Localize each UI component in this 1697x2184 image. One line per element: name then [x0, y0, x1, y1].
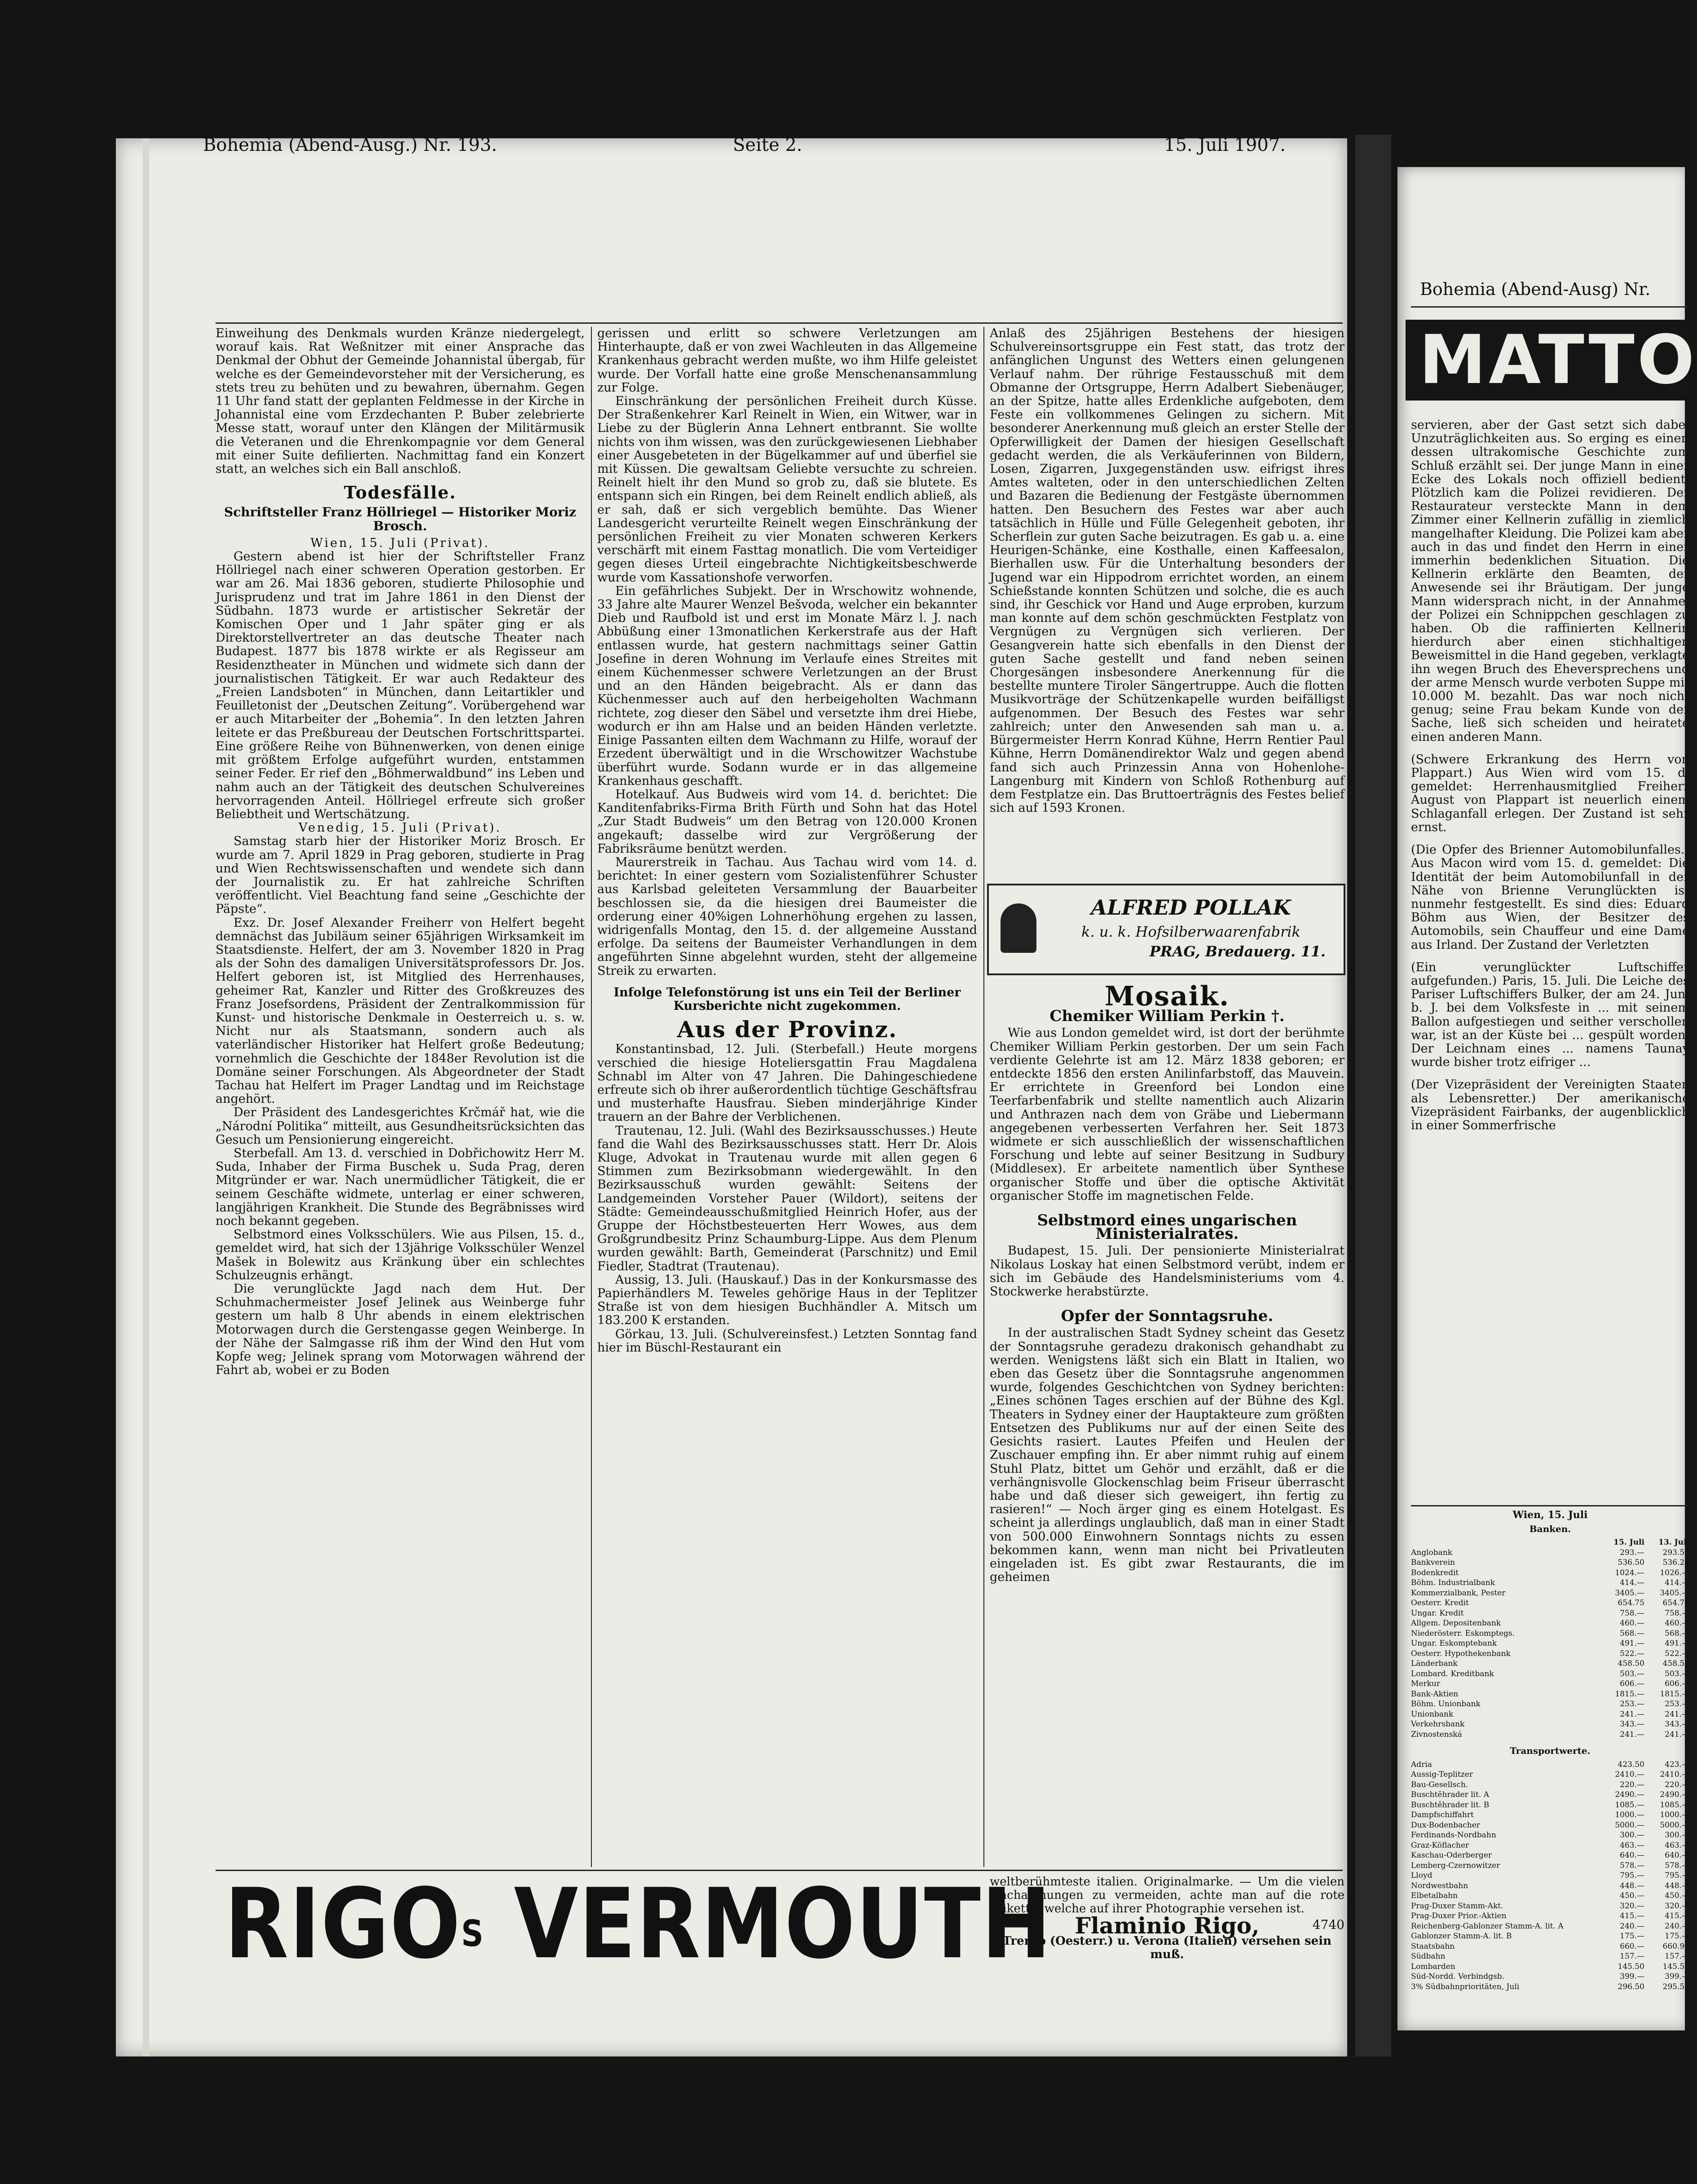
quote-value: 606.—	[1620, 1679, 1644, 1688]
security-name: Lemberg-Czernowitzer	[1411, 1861, 1500, 1870]
rigo-ad-body: weltberühmteste italien. Originalmarke. — Um die vielen Nachahmungen zu vermeiden, achte man auf die rote Etikette, welche auf ihrer Photographie versehen ist.	[990, 1875, 1344, 1915]
table-row	[1411, 1719, 1689, 1730]
pollak-address: PRAG, Bredauerg. 11.	[1149, 943, 1326, 960]
quote-value: 415.—	[1665, 1911, 1689, 1920]
security-name: Ferdinands-Nordbahn	[1411, 1831, 1496, 1840]
table-row	[1411, 1871, 1689, 1881]
quote-value: 640.—	[1665, 1851, 1689, 1860]
quote-value: 640.—	[1620, 1851, 1644, 1860]
security-name: Lombarden	[1411, 1962, 1455, 1971]
quote-value: 5000.—	[1660, 1820, 1689, 1830]
table-row	[1411, 1578, 1689, 1588]
article-kuesse: Einschränkung der persönlichen Freiheit durch Küsse. Der Straßenkehrer Karl Reinelt in Wien, ein Witwer, war in Liebe zu der Büglerin Anna Lehnert entbrannt. Sie wollte nichts von ihm wissen, was den zurückgewiesenen Liebhaber einer Ausgebeteten in der Bügelkammer auf und überfiel sie mit Küssen. Die gewaltsam Geliebte versuchte zu schreien. Reinelt hielt ihr den Mund so grob zu, daß sie blutete. Es entspann sich ein Ringen, bei dem Reinelt endlich abließ, als er sah, daß er sich vergeblich bemühte. Das Wiener Landesgericht verurteilte Reinelt wegen Einschränkung der persönlichen Freiheit zu vier Monaten schweren Kerkers verschärft mit einem Fasttag monatlich. Die vom Verteidiger gegen dieses Urteil eingebrachte Nichtigkeitsbeschwerde wurde vom Kassationshofe verworfen.	[597, 394, 977, 585]
advertisement-pollak	[987, 884, 1345, 975]
security-name: Buschtěhrader lit. A	[1411, 1790, 1490, 1799]
security-name: Unionbank	[1411, 1709, 1454, 1719]
table-row	[1411, 1901, 1689, 1911]
security-name: Dampfschiffahrt	[1411, 1810, 1474, 1819]
quote-value: 240.—	[1620, 1921, 1644, 1931]
quote-value: 578.—	[1620, 1861, 1644, 1870]
security-name: Lloyd	[1411, 1871, 1433, 1880]
security-name: Ungar. Eskomptebank	[1411, 1639, 1497, 1648]
column-rule-2	[983, 327, 984, 1867]
quote-value: 240.—	[1665, 1921, 1689, 1931]
security-name: 3% Südbahnprioritäten, Juli	[1411, 1982, 1520, 1991]
table-row	[1411, 1730, 1689, 1740]
rigo-ad-number: 4740	[1312, 1917, 1344, 1932]
quote-value: 3405.—	[1615, 1588, 1644, 1598]
obituary-subheading: Schriftsteller Franz Höllriegel — Historiker Moriz Brosch.	[224, 505, 577, 533]
article-hotelkauf: Hotelkauf. Aus Budweis wird vom 14. d. berichtet: Die Kanditenfabriks-Firma Brith Fürth und Sohn hat das Hotel „Zur Stadt Budweis“ um den Betrag von 120.000 Kronen angekauft; dasselbe wird zur Vergrößerung der Fabriksräume benützt werden.	[597, 787, 977, 856]
table-row	[1411, 1942, 1689, 1952]
quote-value: 300.—	[1665, 1831, 1689, 1840]
table-row	[1411, 1982, 1689, 1992]
table-row	[1411, 1618, 1689, 1629]
table-row	[1411, 1608, 1689, 1619]
quote-value: 448.—	[1620, 1881, 1644, 1890]
quote-value: 503.—	[1665, 1669, 1689, 1678]
quote-value: 157.—	[1620, 1952, 1644, 1961]
table-row	[1411, 1891, 1689, 1901]
security-name: Oesterr. Hypothekenbank	[1411, 1649, 1511, 1658]
table-row	[1411, 1629, 1689, 1639]
table-row	[1411, 1780, 1689, 1790]
table-row	[1411, 1709, 1689, 1720]
column-3-bottom	[990, 979, 1344, 1867]
quote-value: 145.50	[1618, 1962, 1644, 1971]
header-right: 15. Juli 1907.	[1164, 135, 1286, 155]
header-center: Seite 2.	[733, 135, 802, 155]
article-volksschueler: Selbstmord eines Volksschülers. Wie aus Pilsen, 15. d., gemeldet wird, hat sich der 13jährige Volksschüler Wenzel Mašek in Bolewitz aus Kränkung über ein schlechtes Schulzeugnis erhängt.	[216, 1228, 585, 1282]
table-row	[1411, 1911, 1689, 1921]
quote-value: 660.90	[1662, 1942, 1689, 1951]
vermouth-word: VERMOUTH	[484, 1867, 1052, 1980]
security-name: Prag-Duxer Prior.-Aktien	[1411, 1911, 1507, 1920]
quote-value: 2490.—	[1615, 1790, 1644, 1799]
quote-value: 300.—	[1620, 1831, 1644, 1840]
security-name: Bankverein	[1411, 1558, 1455, 1567]
table-row	[1411, 1548, 1689, 1558]
quote-value: 458.50	[1618, 1659, 1644, 1668]
article-helfert: Exz. Dr. Josef Alexander Freiherr von Helfert begeht demnächst das Jubiläum seiner 65jährigen Wirksamkeit im Staatsdienste. Helfert, der am 3. November 1820 in Prag als der Sohn des damaligen Universitätsprofessors Dr. Jos. Helfert geboren ist, ist Mitglied des Herrenhauses, geheimer Rat, Kanzler und Ritter des Großkreuzes des Franz Josefsordens, Präsident der Zentralkommission für Kunst- und historische Denkmale in Oesterreich u. s. w. Nicht nur als Staatsmann, sondern auch als vaterländischer Historiker hat Helfert große Bedeutung; vornehmlich die Geschichte der 1848er Revolution ist die Domäne seiner Forschungen. Als Abgeordneter der Stadt Tachau hat Helfert im Prager Landtag und im Reichstage angehört.	[216, 916, 585, 1106]
security-name: Kommerzialbank, Pester	[1411, 1588, 1506, 1598]
article-maurerstreik: Maurerstreik in Tachau. Aus Tachau wird vom 14. d. berichtet: In einer gestern vom Sozialistenführer Schuster aus Karlsbad geleiteten Versammlung der Bauarbeiter beschlossen sie, da die hiesigen drei Baumeister die orderung einer 40%igen Lohnerhöhung ergehen zu lassen, widrigenfalls Montag, den 15. d. der allgemeine Ausstand erfolge. Da seitens der Baumeister Verhandlungen in dem angeführten Sinne abgelehnt wurden, steht der allgemeine Streik zu erwarten.	[597, 855, 977, 978]
quote-value: 795.—	[1665, 1871, 1689, 1880]
security-name: Ungar. Kredit	[1411, 1608, 1464, 1618]
quote-value: 491.—	[1665, 1639, 1689, 1648]
quote-value: 423.—	[1665, 1760, 1689, 1769]
quote-value: 343.—	[1620, 1720, 1644, 1729]
security-name: Böhm. Industrialbank	[1411, 1578, 1495, 1587]
security-name: Böhm. Unionbank	[1411, 1700, 1481, 1708]
page-header	[86, 135, 1286, 166]
security-name: Adria	[1411, 1760, 1432, 1769]
table-row	[1411, 1830, 1689, 1841]
table-row	[1411, 1598, 1689, 1608]
article-perkin: Wie aus London gemeldet wird, ist dort der berühmte Chemiker William Perkin gestorben. Der um sein Fach verdiente Gelehrte ist am 12. März 1838 geboren; er entdeckte 1856 den ersten Anilinfarbstoff, das Mauvein. Er errichtete in Greenford bei London eine Teerfarbenfabrik und stellte namentlich auch Alizarin und Anthrazen nach dem von Gräbe und Liebermann angegebenen verbesserten Verfahren her. Seit 1873 widmete er sich ausschließlich der wissenschaftlichen Forschung und lebte auf seiner Besitzung in Sudbury (Middlesex). Er arbeitete namentlich über Synthese organischer Stoffe und über die optische Aktivität organischer Stoffe im magnetischen Felde.	[990, 1026, 1344, 1203]
table-row	[1411, 1568, 1689, 1578]
quote-value: 448.—	[1665, 1881, 1689, 1890]
security-name: Dux-Bodenbacher	[1411, 1820, 1480, 1830]
quote-value: 296.50	[1618, 1982, 1644, 1991]
quote-value: 415.—	[1620, 1911, 1644, 1920]
security-name: Aussig-Teplitzer	[1411, 1770, 1473, 1779]
quote-value: 414.—	[1620, 1578, 1644, 1587]
quote-value: 241.—	[1620, 1709, 1644, 1719]
quote-value: 414.—	[1665, 1578, 1689, 1587]
article-jagd-hut: Die verunglückte Jagd nach dem Hut. Der Schuhmachermeister Josef Jelinek aus Weinberge fuhr gestern um halb 8 Uhr abends in einem elektrischen Motorwagen durch die Gerstengasse gegen Weinberge. In der Nähe der Salmgasse riß ihm der Wind den Hut vom Kopfe weg; Jelinek sprang vom Motorwagen während der Fahrt ab, wobei er zu Boden	[216, 1282, 585, 1378]
table-row	[1411, 1558, 1689, 1568]
quote-value: 320.—	[1620, 1901, 1644, 1911]
dateline-wien: Wien, 15. Juli (Privat).	[310, 536, 490, 550]
security-name: Kaschau-Oderberger	[1411, 1851, 1492, 1860]
quote-value: 460.—	[1665, 1619, 1689, 1628]
article-subjekt: Ein gefährliches Subjekt. Der in Wrschowitz wohnende, 33 Jahre alte Maurer Wenzel Bešvoda, welcher ein bekannter Dieb und Raufbold ist und erst im Monate März l. J. nach Abbüßung einer 13monatlichen Kerkerstrafe aus der Haft entlassen wurde, hat gestern nachmittags seiner Gattin Josefine in deren Wohnung im Verlaufe eines Streites mit einem Küchenmesser schwere Verletzungen an der Brust und an den Händen beigebracht. Als er dann das Küchenmesser auch auf den herbeigeholten Wachmann richtete, zog dieser den Säbel und versetzte ihm drei Hiebe, wodurch er ihn am Halse und an beiden Händen verletzte. Einige Passanten eilten dem Wachmann zu Hilfe, worauf der Erzedent überwältigt und in die Wrschowitzer Wachstube überführt wurde. Sodann wurde er in das allgemeine Krankenhaus geschafft.	[597, 584, 977, 788]
quote-value: 660.—	[1620, 1942, 1644, 1951]
table-row	[1411, 1800, 1689, 1810]
stock-table-title: Wien, 15. Juli	[1512, 1509, 1588, 1521]
quote-value: 1026.—	[1660, 1568, 1689, 1577]
quote-value: 1815.—	[1615, 1689, 1644, 1699]
table-row	[1411, 1770, 1689, 1780]
table-row	[1411, 1951, 1689, 1962]
security-name: Staatsbahn	[1411, 1942, 1455, 1951]
facing-article-2: (Schwere Erkrankung des Herrn von Plappart.) Aus Wien wird vom 15. d. gemeldet: Herrenhausmitglied Freiherr August von Plappart ist neuerlich einem Schlaganfall erlegen. Der Zustand ist sehr ernst.	[1411, 752, 1689, 834]
table-row	[1411, 1820, 1689, 1831]
article-aussig: Aussig, 13. Juli. (Hauskauf.) Das in der Konkursmasse des Papierhändlers M. Teweles gehörige Haus in der Teplitzer Straße ist von dem hiesigen Buchhändler A. Mitsch um 183.200 K erstanden.	[597, 1273, 977, 1328]
table-row	[1411, 1790, 1689, 1800]
security-name: Reichenberg-Gablonzer Stamm-A. lit. A	[1411, 1921, 1564, 1931]
security-name: Bau-Gesellsch.	[1411, 1780, 1468, 1789]
security-name: Oesterr. Kredit	[1411, 1598, 1469, 1607]
table-row	[1411, 1659, 1689, 1669]
facing-article-5: (Der Vizepräsident der Vereinigten Staaten als Lebensretter.) Der amerikanische Vizepräsident Fairbanks, der augenblicklich in einer Sommerfrische	[1411, 1078, 1689, 1132]
quote-value: 343.—	[1665, 1720, 1689, 1729]
section-heading-mosaik: Mosaik.	[1104, 981, 1230, 1012]
facing-page-header: Bohemia (Abend-Ausg) Nr.	[1420, 279, 1651, 299]
pollak-name: ALFRED POLLAK	[1091, 895, 1291, 920]
table-row	[1411, 1861, 1689, 1871]
column-2	[597, 327, 977, 1867]
article-continued: gerissen und erlitt so schwere Verletzungen am Hinterhaupte, daß er von zwei Wachleuten in das Allgemeine Krankenhaus gebracht werden mußte, wo ihm Hilfe geleistet wurde. Der Vorfall hatte eine große Menschenansammlung zur Folge.	[597, 326, 977, 395]
col-header-13: 13. Juli	[1658, 1538, 1689, 1547]
rigo-sup: S	[461, 1913, 485, 1955]
transport-rows	[1411, 1760, 1689, 1992]
quote-value: 578.—	[1665, 1861, 1689, 1870]
rigo-address: Trento (Oesterr.) u. Verona (Italien) versehen sein muß.	[1002, 1934, 1332, 1961]
table-row	[1411, 1588, 1689, 1598]
table-row	[1411, 1962, 1689, 1972]
section-heading-todesfaelle: Todesfälle.	[344, 482, 457, 503]
quote-value: 1024.—	[1615, 1568, 1644, 1577]
quote-value: 220.—	[1665, 1780, 1689, 1789]
table-row	[1411, 1810, 1689, 1820]
quote-value: 503.—	[1620, 1669, 1644, 1678]
stock-table-transport-heading: Transportwerte.	[1510, 1745, 1591, 1756]
security-name: Länderbank	[1411, 1659, 1458, 1668]
quote-value: 458.50	[1662, 1659, 1689, 1668]
quote-value: 2490.—	[1660, 1790, 1689, 1799]
table-row	[1411, 1881, 1689, 1891]
security-name: Nordwestbahn	[1411, 1881, 1468, 1890]
rigo-word: RIGO	[225, 1867, 462, 1980]
quote-value: 1085.—	[1615, 1800, 1644, 1810]
table-row	[1411, 1689, 1689, 1700]
quote-value: 241.—	[1665, 1730, 1689, 1739]
quote-value: 220.—	[1620, 1780, 1644, 1789]
quote-value: 293.50	[1662, 1548, 1689, 1557]
header-rule	[216, 322, 1343, 324]
bank-rows	[1411, 1548, 1689, 1740]
security-name: Elbetalbahn	[1411, 1891, 1458, 1900]
column-rule-1	[591, 327, 592, 1867]
quote-value: 253.—	[1665, 1700, 1689, 1708]
table-row	[1411, 1972, 1689, 1982]
quote-value: 399.—	[1620, 1972, 1644, 1981]
quote-value: 293.—	[1620, 1548, 1644, 1557]
column-1	[216, 327, 585, 1867]
quote-value: 1000.—	[1615, 1810, 1644, 1819]
quote-value: 2410.—	[1615, 1770, 1644, 1779]
quote-value: 423.50	[1618, 1760, 1644, 1769]
article-trautenau: Trautenau, 12. Juli. (Wahl des Bezirksausschusses.) Heute fand die Wahl des Bezirksausschusses statt. Herr Dr. Alois Kluge, Advokat in Trautenau wurde mit allen gegen 6 Stimmen zum Bezirksobmann wiedergewählt. In den Bezirksausschuß wurden gewählt: Seitens der Landgemeinden Vorsteher Pauer (Wildort), seitens der Städte: Gemeindeausschußmitglied Heinrich Hofer, aus der Gruppe der Höchstbesteuerten Herr Wowes, aus dem Großgrundbesitz Prinz Schaumburg-Lippe. Aus dem Plenum wurden gewählt: Barth, Gemeinderat (Parschnitz) und Emil Fiedler, Stadtrat (Trautenau).	[597, 1123, 977, 1273]
quote-value: 175.—	[1665, 1932, 1689, 1941]
table-row	[1411, 1921, 1689, 1932]
security-name: Graz-Köflacher	[1411, 1841, 1469, 1850]
quote-value: 1085.—	[1660, 1800, 1689, 1810]
subheading-sonntagsruhe: Opfer der Sonntagsruhe.	[1061, 1307, 1274, 1325]
security-name: Bodenkredit	[1411, 1568, 1459, 1577]
quote-value: 241.—	[1620, 1730, 1644, 1739]
security-name: Zivnostenská	[1411, 1730, 1462, 1739]
facing-article-1: servieren, aber der Gast setzt sich dabei Unzuträglichkeiten aus. So erging es einer, dessen ultrakomische Geschichte zum Schluß erzählt sei. Der junge Mann in einer Ecke des Lokals noch offiziell bedient. Plötzlich kam die Polizei revidieren. Der Restaurateur versteckte Mann in dem Zimmer einer Kellnerin zufällig in ziemlich mangelhafter Kleidung. Die Polizei kam aber auch in das und findet den Herrn in einer immerhin bedenklichen Situation. Die Kellnerin erklärte den Beamten, der Anwesende sei ihr Bräutigam. Der junge Mann widersprach nicht, in der Annahme, der Polizei ein Schnippchen geschlagen zu haben. Ob die raffinierten Kellnerin hierdurch aber einen stichhaltigen Beweismittel in die Hand gegeben, verklagte ihn wegen Bruch des Eheversprechens und der arme Mensch wurde verboten Suppe mit 10.000 M. bezahlt. Das war noch nicht genug; seine Frau bekam Kunde von der Sache, ließ sich scheiden und heiratete einen anderen Mann.	[1411, 418, 1689, 744]
book-binding	[1355, 135, 1391, 2056]
article-sonntagsruhe: In der australischen Stadt Sydney scheint das Gesetz der Sonntagsruhe geradezu drakonisch gehandhabt zu werden. Wenigstens läßt sich ein Blatt in Italien, wo eben das Gesetz über die Sonntagsruhe angenommen wurde, folgendes Geschichtchen von Sydney berichten: „Eines schönen Tages erschien auf der Bühne des Kgl. Theaters in Sydney einer der Hauptakteure zum größten Entsetzen des Publikums nur auf der einen Seite des Gesichts rasiert. Lautes Pfeifen und Heulen der Zuschauer empfing ihn. Er aber nimmt ruhig auf einem Stuhl Platz, bittet um Gehör und erzählt, daß er die verhängnisvolle Glockenschlag beim Friseur überrascht habe und daß dieser sich geweigert, ihn fertig zu rasieren!“ — Noch ärger ging es einem Hotelgast. Es scheint ja allerdings unglaublich, daß man in einer Stadt von 500.000 Einwohnern Sonntags nichts zu essen bekommen kann, wenn man nicht bei Privatleuten eingeladen ist. Es gibt zwar Restaurants, die im geheimen	[990, 1326, 1344, 1585]
header-left: Bohemia (Abend-Ausg.) Nr. 193.	[203, 135, 497, 155]
facing-header-rule	[1411, 306, 1689, 308]
facing-article-3: (Die Opfer des Brienner Automobilunfalles.) Aus Macon wird vom 15. d. gemeldet: Die Identität der beim Automobilunfall in der Nähe von Brienne Verunglückten ist nunmehr festgestellt. Es sind dies: Eduard Böhm aus Wien, der Besitzer des Automobils, sein Chauffeur und eine Dame aus Irland. Der Zustand der Verletzten	[1411, 843, 1689, 952]
table-row	[1411, 1638, 1689, 1649]
table-row	[1411, 1931, 1689, 1942]
security-name: Prag-Duxer Stamm-Akt.	[1411, 1901, 1503, 1911]
quote-value: 795.—	[1620, 1871, 1644, 1880]
quote-value: 2410.—	[1660, 1770, 1689, 1779]
quote-value: 295.50	[1662, 1982, 1689, 1991]
facing-page	[1397, 167, 1697, 2030]
notice-telefonstoerung: Infolge Telefonstörung ist uns ein Teil der Berliner Kursberichte nicht zugekommen.	[613, 985, 961, 1013]
quote-value: 568.—	[1620, 1629, 1644, 1638]
article-hoellriegel: Gestern abend ist hier der Schriftsteller Franz Höllriegel nach einer schweren Operation gestorben. Er war am 26. Mai 1836 geboren, studierte Philosophie und Jurisprudenz und trat im Jahre 1861 in den Dienst der Südbahn. 1873 wurde er artistischer Sekretär der Komischen Oper und 1 Jahr später ging er als Direktorstellvertreter an das deutsche Theater nach Budapest. 1877 bis 1878 wirkte er als Regisseur am Residenztheater in München und widmete sich dann der journalistischen Tätigkeit. Er war auch Redakteur des „Freien Landsboten“ in München, dann Leitartikler und Feuilletonist der „Deutschen Zeitung“. Vorübergehend war er auch Mitarbeiter der „Bohemia“. In den letzten Jahren leitete er das Preßbureau der Deutschen Fortschrittspartei. Eine größere Reihe von Bühnenwerken, von denen einige mit größtem Erfolge aufgeführt wurden, entstammen seiner Feder. Er rief den „Böhmerwaldbund“ ins Leben und nahm auch an der Tätigkeit des deutschen Schulvereines hervorragenden Anteil. Höllriegel erfreute sich großer Beliebtheit und Wertschätzung.	[216, 550, 585, 821]
pollak-line2: k. u. k. Hofsilberwaarenfabrik	[1081, 923, 1300, 940]
quote-value: 175.—	[1620, 1932, 1644, 1941]
quote-value: 460.—	[1620, 1619, 1644, 1628]
quote-value: 536.25	[1662, 1558, 1689, 1567]
quote-value: 145.50	[1662, 1962, 1689, 1971]
subheading-perkin: Chemiker William Perkin †.	[1049, 1007, 1285, 1026]
article-sterbefall: Sterbefall. Am 13. d. verschied in Dobřichowitz Herr M. Suda, Inhaber der Firma Buschek u. Suda Prag, deren Mitgründer er war. Nach unermüdlicher Tätigkeit, die er seinem Geschäfte widmete, unterlag er einer schweren, langjährigen Krankheit. Die Stunde des Begräbnisses wird noch bekannt gegeben.	[216, 1146, 585, 1228]
quote-value: 758.—	[1665, 1608, 1689, 1618]
security-name: Anglobank	[1411, 1548, 1453, 1557]
table-row	[1411, 1699, 1689, 1709]
quote-value: 536.50	[1618, 1558, 1644, 1567]
col-header-15: 15. Juli	[1613, 1538, 1644, 1547]
security-name: Merkur	[1411, 1679, 1440, 1688]
quote-value: 241.—	[1665, 1709, 1689, 1719]
quote-value: 399.—	[1665, 1972, 1689, 1981]
quote-value: 463.—	[1665, 1841, 1689, 1850]
quote-value: 522.—	[1665, 1649, 1689, 1658]
security-name: Lombard. Kreditbank	[1411, 1669, 1494, 1678]
rigo-vermouth-advertisement	[225, 1867, 1052, 1980]
security-name: Bank-Aktien	[1411, 1689, 1459, 1699]
crown-icon	[1001, 903, 1036, 953]
security-name: Gablonzer Stamm-A. lit. B	[1411, 1932, 1512, 1941]
quote-value: 157.—	[1665, 1952, 1689, 1961]
table-row	[1411, 1679, 1689, 1689]
security-name: Niederösterr. Eskomptegs.	[1411, 1629, 1515, 1638]
article-schulverein-fest: Anlaß des 25jährigen Bestehens der hiesigen Schulvereinsortsgruppe ein Fest statt, das trotz der anfänglichen Ungunst des Wetters einen gelungenen Verlauf nahm. Der rührige Festausschuß mit dem Obmanne der Ortsgruppe, Herrn Adalbert Siebenäuger, an der Spitze, hatte alles Erdenkliche aufgeboten, dem Feste ein vollkommenes Gelingen zu sichern. Mit besonderer Anerkennung muß gleich an erster Stelle der Opferwilligkeit der Damen der hiesigen Gesellschaft gedacht werden, die als Verkäuferinnen von Bildern, Losen, Zigarren, Juxgegenständen usw. eifrigst ihres Amtes walteten, oder in den unterschiedlichen Zelten und Bazaren die Bedienung der Festgäste übernommen hatten. Den Besuchern des Festes war aber auch tatsächlich in Hülle und Fülle Gelegenheit geboten, ihr Scherflein zur guten Sache beizutragen. Es gab u. a. eine Heurigen-Schänke, eine Kosthalle, einen Kaffeesalon, Bierhallen usw. Für die Unterhaltung besonders der Jugend war ein Hippodrom errichtet worden, an einem Schießstande konnten Schützen und solche, die es auch sind, ihr Geschick vor Hand und Auge erproben, kurzum man konnte auf dem schön geschmückten Festplatz von Vergnügen zu Vergnügen sich verlieren. Der Gesangverein hatte sich ebenfalls in den Dienst der guten Sache gestellt und fand neben seinen Chorgesängen insbesondere Anerkennung für die bestellte muntere Tiroler Sängertruppe. Auch die flotten Musikvorträge der Schützenkapelle wurden beifälligst aufgenommen. Der Besuch des Festes war sehr zahlreich; unter den Anwesenden sah man u. a. Bürgermeister Herrn Konrad Kühne, Herrn Rentier Paul Kühne, Herrn Domänendirektor Walz und gegen abend fand sich auch Prinzessin Anna von Hohenlohe-Langenburg mit Kindern von Schloß Rothenburg auf dem Festplatze ein. Das Bruttoerträgnis des Festes belief sich auf 1593 Kronen.	[990, 326, 1344, 815]
article-goerkau: Görkau, 13. Juli. (Schulvereinsfest.) Letzten Sonntag fand hier im Büschl-Restaurant ein	[597, 1327, 977, 1355]
security-name: Süd-Nordd. Verbindgsb.	[1411, 1972, 1504, 1981]
table-row	[1411, 1850, 1689, 1861]
quote-value: 758.—	[1620, 1608, 1644, 1618]
quote-value: 1000.—	[1660, 1810, 1689, 1819]
article-loskay: Budapest, 15. Juli. Der pensionierte Ministerialrat Nikolaus Loskay hat einen Selbstmord verübt, indem er sich im Gebäude des Handelsministeriums vom 4. Stockwerke herabstürzte.	[990, 1244, 1344, 1299]
quote-value: 450.—	[1665, 1891, 1689, 1900]
quote-value: 253.—	[1620, 1700, 1644, 1708]
stock-table	[1411, 1505, 1689, 1992]
rigo-company-name: Flaminio Rigo,	[1075, 1912, 1260, 1939]
stock-table-banks-heading: Banken.	[1529, 1523, 1571, 1534]
table-row	[1411, 1669, 1689, 1679]
column-3-top	[990, 327, 1344, 878]
article-brosch: Samstag starb hier der Historiker Moriz Brosch. Er wurde am 7. April 1829 in Prag geboren, studierte in Prag und Wien Rechtswissenschaften und wendete sich dann der Journalistik zu. Er hat zahlreiche Schriften veröffentlicht. Viel Beachtung fand seine „Geschichte der Päpste“.	[216, 834, 585, 916]
subheading-selbstmord: Selbstmord eines ungarischen Ministerialrates.	[1037, 1211, 1297, 1243]
quote-value: 320.—	[1665, 1901, 1689, 1911]
security-name: Verkehrsbank	[1411, 1720, 1465, 1729]
quote-value: 568.—	[1665, 1629, 1689, 1638]
quote-value: 1815.—	[1660, 1689, 1689, 1699]
quote-value: 654.75	[1618, 1598, 1644, 1607]
stock-table-header-row	[1411, 1537, 1689, 1548]
quote-value: 450.—	[1620, 1891, 1644, 1900]
security-name: Buschtěhrader lit. B	[1411, 1800, 1490, 1810]
quote-value: 3405.—	[1660, 1588, 1689, 1598]
quote-value: 491.—	[1620, 1639, 1644, 1648]
mattoni-banner: MATTO	[1406, 320, 1688, 401]
quote-value: 522.—	[1620, 1649, 1644, 1658]
quote-value: 5000.—	[1615, 1820, 1644, 1830]
article-konstantinsbad: Konstantinsbad, 12. Juli. (Sterbefall.) Heute morgens verschied die hiesige Hoteliersgattin Frau Magdalena Schnabl im Alter von 47 Jahren. Die Dahingeschiedene erfreute sich ob ihrer außerordentlich tüchtige Geschäftsfrau und musterhafte Hausfrau. Sieben minderjährige Kinder trauern an der Bahre der Verblichenen.	[597, 1042, 977, 1124]
section-heading-provinz: Aus der Provinz.	[677, 1016, 898, 1043]
table-row	[1411, 1760, 1689, 1770]
article-denkmal: Einweihung des Denkmals wurden Kränze niedergelegt, worauf kais. Rat Weßnitzer mit einer Ansprache das Denkmal der Obhut der Gemeinde Johannistal übergab, für welche es der Gemeindevorsteher mit der Versicherung, es stets treu zu behüten und zu bewahren, übernahm. Gegen 11 Uhr fand statt der geplanten Feldmesse in der Kirche in Johannistal eine vom Erzdechanten P. Buber zelebrierte Messe statt, worauf unter den Klängen der Militärmusik die Veteranen und die Ehrenkompagnie vor dem General mit einer Suite defilierten. Nachmittag fand ein Konzert statt, an welches sich ein Ball anschloß.	[216, 326, 585, 476]
table-row	[1411, 1649, 1689, 1659]
facing-page-text	[1411, 418, 1689, 1132]
dateline-venedig: Venedig, 15. Juli (Privat).	[299, 821, 502, 835]
security-name: Südbahn	[1411, 1952, 1446, 1961]
rigo-ad-text	[990, 1875, 1344, 1961]
security-name: Allgem. Depositenbank	[1411, 1619, 1501, 1628]
article-kremar: Der Präsident des Landesgerichtes Krčmář hat, wie die „Národní Politika“ mitteilt, aus Gesundheitsrücksichten das Gesuch um Pensionierung eingereicht.	[216, 1105, 585, 1147]
quote-value: 606.—	[1665, 1679, 1689, 1688]
table-row	[1411, 1841, 1689, 1851]
facing-article-4: (Ein verunglückter Luftschiffer aufgefunden.) Paris, 15. Juli. Die Leiche des Pariser Luftschiffers Bulker, der am 24. Juni b. J. bei dem Volksfeste in ... mit seinem Ballon aufgestiegen und seither verschollen war, ist an der Küste bei ... gespült worden. Der Leichnam eines ... namens Taunay wurde bisher trotz eifriger ...	[1411, 960, 1689, 1070]
quote-value: 463.—	[1620, 1841, 1644, 1850]
quote-value: 654.75	[1662, 1598, 1689, 1607]
